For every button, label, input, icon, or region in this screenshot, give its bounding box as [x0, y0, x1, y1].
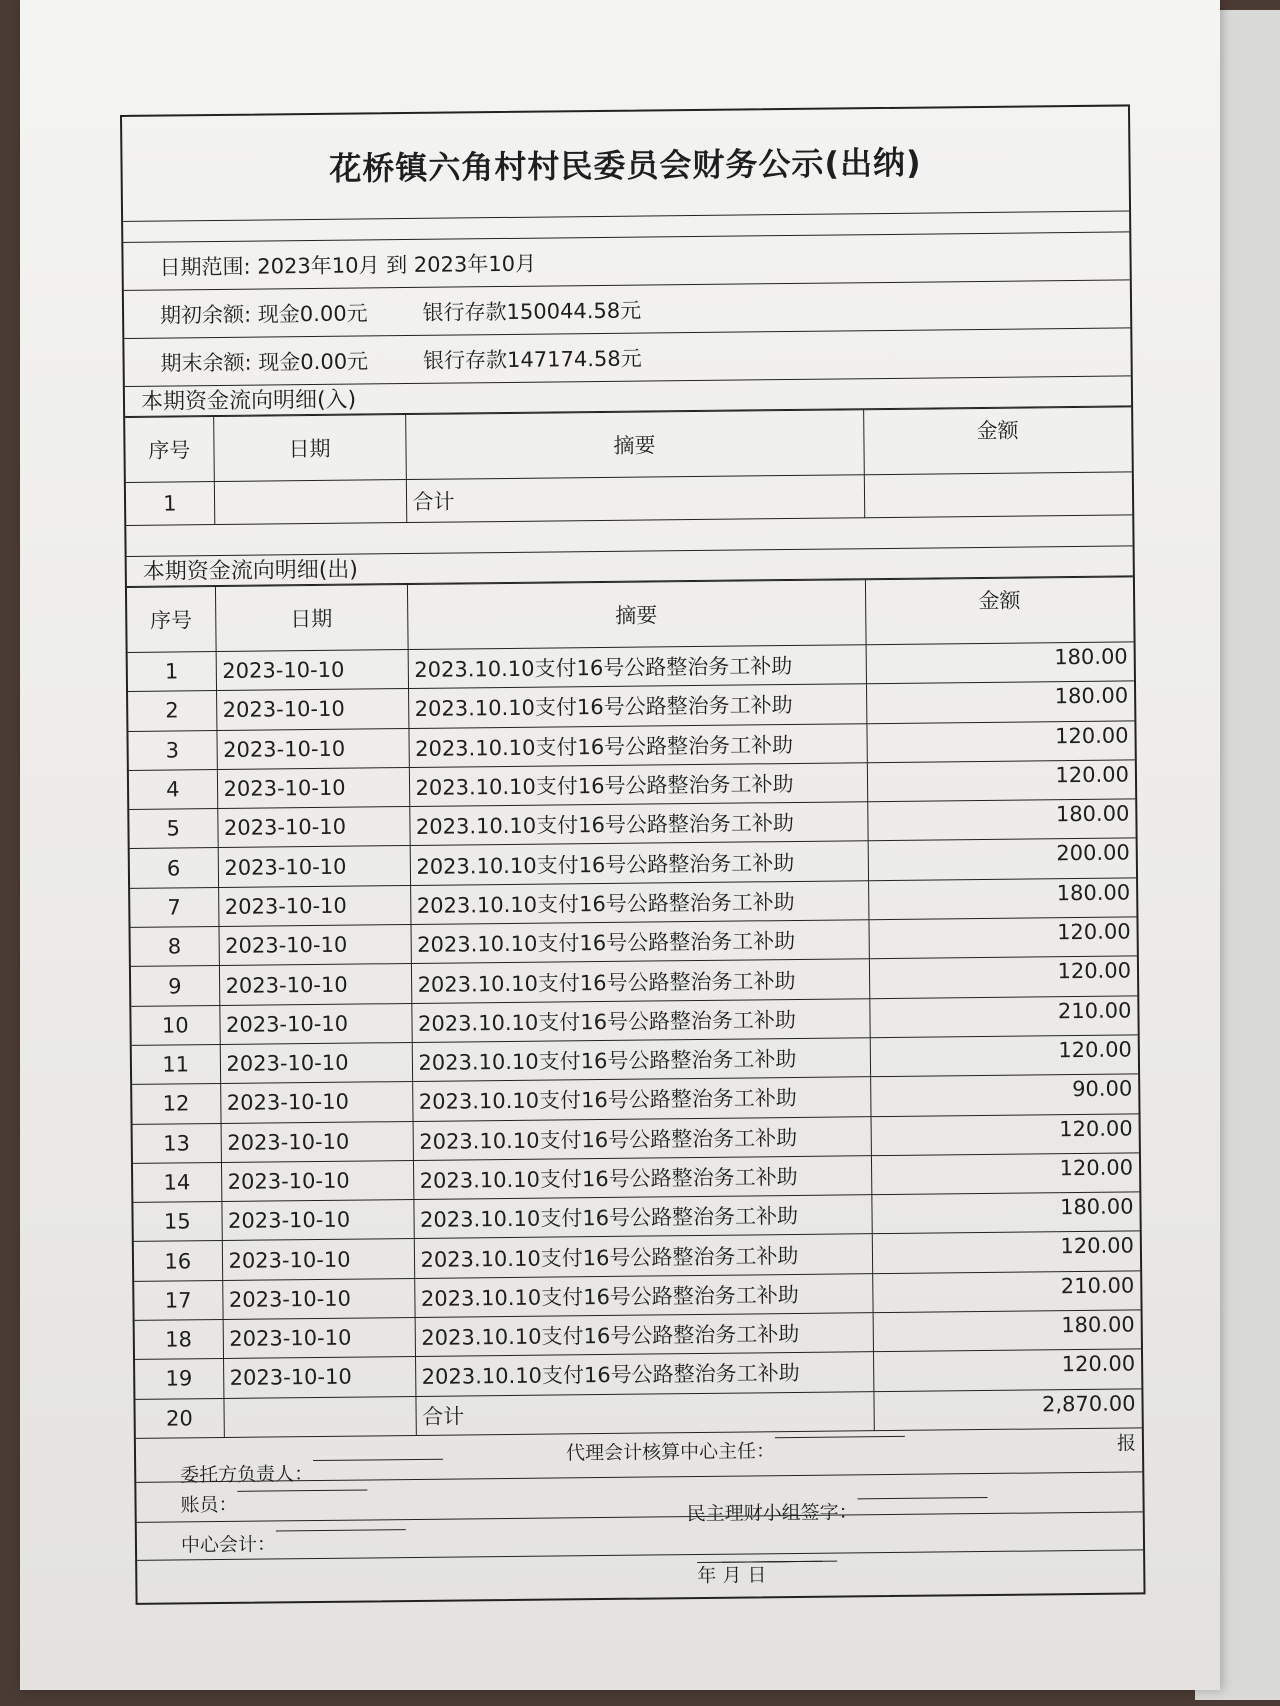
row-summary: 2023.10.10支付16号公路整治务工补助 [415, 1352, 873, 1396]
row-date: 2023-10-10 [221, 1121, 413, 1162]
row-date [223, 1396, 415, 1437]
row-no: 18 [135, 1320, 223, 1360]
row-date: 2023-10-10 [223, 1318, 415, 1359]
col-no: 序号 [127, 587, 216, 653]
row-no: 1 [128, 652, 216, 692]
row-summary: 合计 [406, 475, 864, 523]
row-amount: 180.00 [867, 799, 1135, 841]
signature-area [136, 1428, 1144, 1603]
row-amount: 180.00 [866, 681, 1134, 723]
center-accountant-label [181, 1529, 276, 1557]
row-date: 2023-10-10 [217, 767, 409, 808]
row-summary: 2023.10.10支付16号公路整治务工补助 [413, 1156, 871, 1200]
row-no: 13 [133, 1123, 221, 1163]
col-no: 序号 [125, 417, 214, 483]
row-no: 12 [132, 1084, 220, 1124]
row-amount: 210.00 [872, 1271, 1140, 1313]
col-date: 日期 [215, 585, 408, 652]
row-summary: 2023.10.10支付16号公路整治务工补助 [411, 959, 869, 1003]
row-date: 2023-10-10 [218, 885, 410, 926]
row-date: 2023-10-10 [219, 964, 411, 1005]
row-no: 7 [130, 887, 218, 927]
signature-line [858, 1496, 988, 1499]
row-no: 6 [130, 848, 218, 888]
row-summary: 2023.10.10支付16号公路整治务工补助 [413, 1195, 871, 1239]
row-summary: 合计 [415, 1391, 873, 1435]
row-date: 2023-10-10 [221, 1200, 413, 1241]
row-amount: 2,870.00 [873, 1389, 1141, 1431]
col-summary: 摘要 [405, 410, 864, 480]
row-no: 19 [135, 1359, 223, 1399]
row-amount: 200.00 [868, 838, 1136, 880]
row-amount: 120.00 [870, 1035, 1138, 1077]
col-summary: 摘要 [407, 580, 866, 650]
row-no: 11 [132, 1044, 220, 1084]
row-summary: 2023.10.10支付16号公路整治务工补助 [412, 1077, 870, 1121]
opening-cash: 期初余额: 现金0.00元 [159, 300, 368, 328]
year-label: 年 [697, 1564, 717, 1587]
closing-bank: 银行存款147174.58元 [422, 346, 642, 373]
row-date: 2023-10-10 [219, 925, 411, 966]
row-no: 4 [129, 769, 217, 809]
day-line [747, 1560, 837, 1563]
row-no: 2 [128, 691, 216, 731]
accountant-text: 账员： [180, 1493, 238, 1517]
col-date: 日期 [213, 415, 406, 482]
row-amount: 90.00 [870, 1074, 1138, 1116]
signature-line [276, 1528, 406, 1531]
row-date: 2023-10-10 [222, 1278, 414, 1319]
row-date: 2023-10-10 [216, 728, 408, 769]
agency-director-label [566, 1436, 775, 1465]
finance-group-text: 民主理财小组签字： [686, 1501, 858, 1526]
col-amount: 金额 [865, 577, 1134, 645]
row-date: 2023-10-10 [219, 1003, 411, 1044]
row-amount: 120.00 [867, 760, 1135, 802]
row-date [214, 480, 406, 525]
income-heading: 本期资金流向明细(入) [125, 376, 1131, 417]
row-date: 2023-10-10 [218, 846, 410, 887]
document-title: 花桥镇六角村村民委员会财务公示(出纳) [122, 106, 1129, 222]
date-range: 日期范围: 2023年10月 到 2023年10月 [159, 251, 537, 280]
spacer [368, 311, 423, 312]
row-amount: 120.00 [869, 956, 1137, 998]
opening-bank: 银行存款150044.58元 [422, 298, 642, 325]
row-summary: 2023.10.10支付16号公路整治务工补助 [415, 1313, 873, 1357]
report-mark: 报 [1116, 1432, 1137, 1455]
row-no: 15 [133, 1202, 221, 1242]
finance-notice-form [120, 104, 1146, 1604]
income-header-row [125, 407, 1132, 483]
row-no: 9 [131, 966, 219, 1006]
accountant-label [180, 1490, 237, 1518]
row-summary: 2023.10.10支付16号公路整治务工补助 [411, 998, 869, 1042]
row-summary: 2023.10.10支付16号公路整治务工补助 [412, 1038, 870, 1082]
row-amount: 120.00 [871, 1153, 1139, 1195]
row-amount: 120.00 [868, 917, 1136, 959]
row-amount: 180.00 [873, 1310, 1141, 1352]
row-date: 2023-10-10 [222, 1239, 414, 1280]
col-amount: 金额 [863, 407, 1132, 475]
row-date: 2023-10-10 [223, 1357, 415, 1398]
expense-table [127, 576, 1142, 1438]
row-no: 20 [135, 1398, 223, 1438]
expense-heading: 本期资金流向明细(出) [127, 546, 1133, 587]
row-summary: 2023.10.10支付16号公路整治务工补助 [410, 880, 868, 924]
expense-header-row [127, 577, 1134, 653]
row-no: 5 [129, 809, 217, 849]
row-amount: 180.00 [866, 642, 1134, 684]
row-no: 3 [128, 730, 216, 770]
row-no: 1 [126, 482, 214, 526]
closing-cash: 期末余额: 现金0.00元 [160, 348, 369, 376]
row-date: 2023-10-10 [221, 1160, 413, 1201]
row-no: 17 [134, 1280, 222, 1320]
row-date: 2023-10-10 [220, 1042, 412, 1083]
signature-line [237, 1488, 367, 1491]
row-amount: 120.00 [872, 1231, 1140, 1273]
row-summary: 2023.10.10支付16号公路整治务工补助 [408, 723, 866, 767]
row-date: 2023-10-10 [220, 1082, 412, 1123]
row-date: 2023-10-10 [216, 650, 408, 691]
row-no: 16 [134, 1241, 222, 1281]
signature-line [313, 1458, 443, 1461]
income-table [125, 406, 1132, 526]
row-summary: 2023.10.10支付16号公路整治务工补助 [410, 841, 868, 885]
row-amount: 120.00 [871, 1113, 1139, 1155]
row-amount: 180.00 [871, 1192, 1139, 1234]
row-summary: 2023.10.10支付16号公路整治务工补助 [413, 1116, 871, 1160]
row-summary: 2023.10.10支付16号公路整治务工补助 [408, 684, 866, 728]
signature-line [775, 1435, 905, 1438]
row-amount: 120.00 [866, 721, 1134, 763]
date-sign-line [697, 1560, 766, 1588]
row-summary: 2023.10.10支付16号公路整治务工补助 [409, 763, 867, 807]
spacer [368, 359, 423, 360]
row-date: 2023-10-10 [217, 807, 409, 848]
client-principal-text: 委托方负责人： [180, 1462, 314, 1487]
center-accountant-text: 中心会计： [180, 1533, 277, 1557]
month-label: 月 [722, 1564, 742, 1587]
agency-director-text: 代理会计核算中心主任： [565, 1440, 776, 1465]
row-no: 10 [131, 1005, 219, 1045]
day-label: 日 [747, 1564, 767, 1587]
row-no: 14 [133, 1162, 221, 1202]
row-amount: 210.00 [869, 996, 1137, 1038]
row-amount: 180.00 [868, 878, 1136, 920]
row-summary: 2023.10.10支付16号公路整治务工补助 [414, 1273, 872, 1317]
row-no: 8 [131, 927, 219, 967]
row-amount: 120.00 [873, 1349, 1141, 1391]
document-paper [20, 0, 1220, 1690]
row-summary: 2023.10.10支付16号公路整治务工补助 [409, 802, 867, 846]
row-amount [864, 472, 1132, 518]
row-summary: 2023.10.10支付16号公路整治务工补助 [414, 1234, 872, 1278]
row-summary: 2023.10.10支付16号公路整治务工补助 [408, 645, 866, 689]
row-date: 2023-10-10 [216, 689, 408, 730]
row-summary: 2023.10.10支付16号公路整治务工补助 [410, 920, 868, 964]
